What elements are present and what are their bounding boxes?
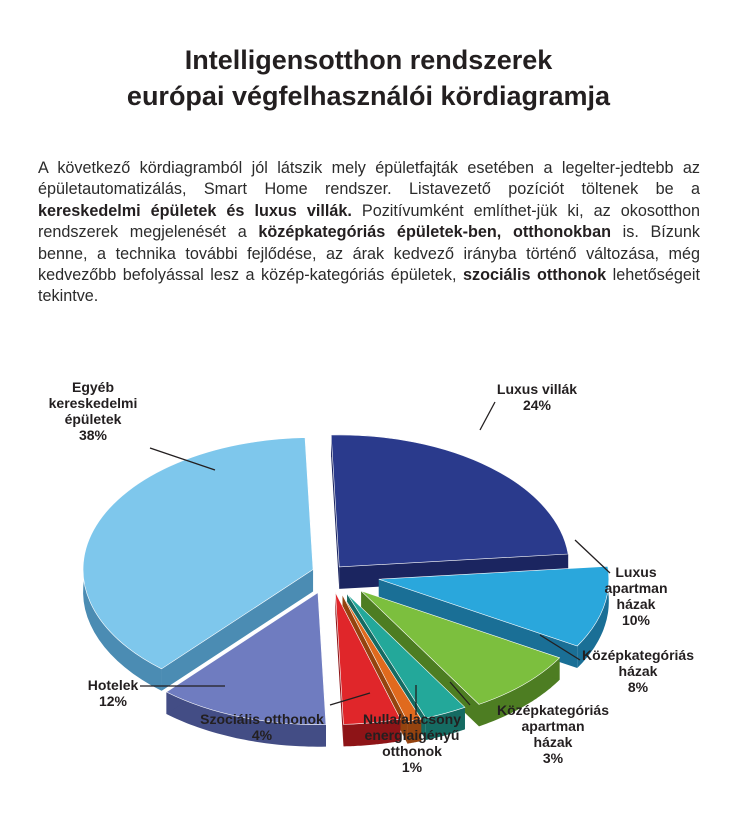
slice-name-label: házak [533, 734, 573, 750]
slice-name-label: energiaigényű [364, 727, 460, 743]
slice-value-label: 1% [401, 759, 423, 775]
slice-name-label: Luxus villák [496, 381, 578, 397]
intro-paragraph [38, 158, 700, 308]
slice-name-label: kereskedelmi [48, 395, 138, 411]
leader-line [480, 402, 495, 430]
slice-name-label: házak [618, 663, 658, 679]
slice-value-label: 12% [98, 693, 128, 709]
page-title [0, 42, 737, 114]
slice-name-label: otthonok [382, 743, 442, 759]
slice-value-label: 4% [251, 727, 273, 743]
slice-label [582, 647, 694, 695]
paragraph-bold-3: szociális otthonok [462, 266, 607, 285]
slice-value-label: 38% [78, 427, 108, 443]
paragraph-bold-2: középkategóriás épületek-ben, otthonokban [258, 223, 611, 242]
slice-name-label: Középkategóriás [496, 702, 610, 718]
slice-name-label: Hotelek [87, 677, 139, 693]
title-line-1: Intelligensotthon rendszerek [184, 45, 553, 75]
slice-label [497, 702, 609, 766]
pie-slice [331, 435, 568, 589]
pie-chart [0, 360, 737, 826]
slice-value-label: 10% [621, 612, 651, 628]
slice-value-label: 8% [627, 679, 649, 695]
slice-name-label: Nulla/alacsony [362, 711, 462, 727]
paragraph-text-1: A következő kördiagramból jól látszik mely épületfajták esetében a legelter-jedtebb az épületautomatizálás, Smart Home rendszer. Listavezető pozíciót töltenek be a [38, 159, 700, 199]
slice-name-label: Luxus [615, 564, 657, 580]
slice-label [88, 677, 139, 709]
slice-value-label: 3% [542, 750, 564, 766]
slice-label [497, 381, 577, 413]
paragraph-text-4: lehetőségeit tekintve. [38, 266, 700, 306]
title-line-2: európai végfelhasználói kördiagramja [126, 81, 611, 111]
slice-name-label: Egyéb [71, 379, 115, 395]
slice-name-label: Szociális otthonok [200, 711, 324, 727]
slice-name-label: Középkategóriás [581, 647, 695, 663]
pie-slice-top [331, 435, 568, 567]
paragraph-text-2: Pozitívumként említhet-jük ki, az okosotthon rendszerek megjelenését a [38, 201, 701, 242]
slice-label [49, 379, 138, 443]
slice-name-label: házak [616, 596, 656, 612]
slice-name-label: épületek [64, 411, 122, 427]
slice-value-label: 24% [522, 397, 552, 413]
paragraph-bold-1: kereskedelmi épületek és luxus villák. [38, 201, 352, 220]
slice-name-label: apartman [521, 718, 585, 734]
slice-name-label: apartman [604, 580, 668, 596]
paragraph-text-3: is. Bízunk benne, a technika további fejlődése, az árak kedvező irányba történő változása, még kedvezőbb befolyással lesz a közép-kategóriás épületek, [38, 223, 700, 285]
slice-label [604, 564, 667, 628]
